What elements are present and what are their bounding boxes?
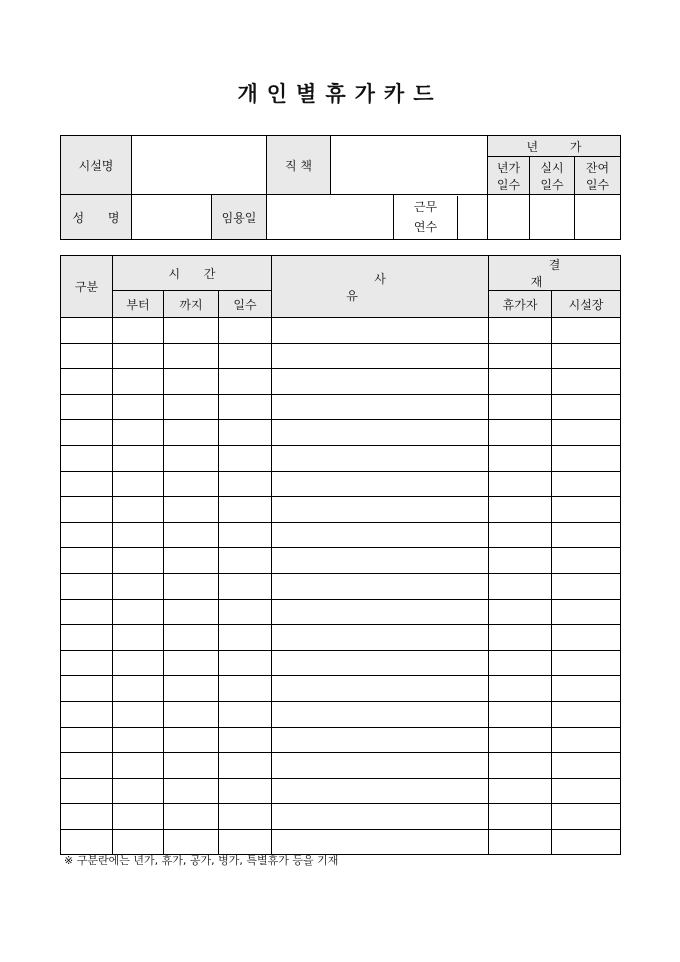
days-cell[interactable] [219,445,272,471]
applicant-signature-cell[interactable] [489,522,552,548]
table-row [61,573,621,599]
from-cell[interactable] [113,650,164,676]
director-signature-cell[interactable] [552,369,621,395]
table-row [61,778,621,804]
leave-days-label-line1: 년가 [496,160,521,175]
applicant-signature-cell[interactable] [489,753,552,779]
type-cell[interactable] [61,522,113,548]
type-cell[interactable] [61,650,113,676]
to-cell[interactable] [164,548,219,574]
reason-cell[interactable] [272,497,489,523]
applicant-signature-cell[interactable] [489,727,552,753]
leave-days-field[interactable] [488,195,530,240]
type-cell[interactable] [61,727,113,753]
facility-name-field[interactable] [132,136,267,195]
table-row [61,369,621,395]
director-signature-cell[interactable] [552,394,621,420]
type-cell[interactable] [61,445,113,471]
page-title: 개인별휴가카드 [237,81,443,106]
position-label: 직 책 [267,136,331,195]
type-cell[interactable] [61,599,113,625]
to-cell[interactable] [164,753,219,779]
reason-cell[interactable] [272,676,489,702]
applicant-signature-cell[interactable] [489,471,552,497]
table-row [61,625,621,651]
reason-cell[interactable] [272,650,489,676]
to-cell[interactable] [164,318,219,344]
to-cell[interactable] [164,471,219,497]
table-row [61,650,621,676]
to-cell[interactable] [164,343,219,369]
days-cell[interactable] [219,471,272,497]
director-signature-cell[interactable] [552,599,621,625]
type-cell[interactable] [61,548,113,574]
to-cell[interactable] [164,369,219,395]
director-signature-cell[interactable] [552,753,621,779]
director-signature-cell[interactable] [552,650,621,676]
table-row [61,420,621,446]
days-cell[interactable] [219,650,272,676]
applicant-signature-cell[interactable] [489,599,552,625]
table-row [61,522,621,548]
leave-record-body [61,318,621,855]
from-cell[interactable] [113,343,164,369]
days-cell[interactable] [219,343,272,369]
director-signature-cell[interactable] [552,497,621,523]
to-cell[interactable] [164,701,219,727]
remaining-days-label [575,157,621,195]
applicant-signature-cell[interactable] [489,701,552,727]
applicant-signature-cell[interactable] [489,343,552,369]
type-cell[interactable] [61,676,113,702]
days-cell[interactable] [219,318,272,344]
days-cell[interactable] [219,753,272,779]
director-signature-cell[interactable] [552,727,621,753]
reason-cell[interactable] [272,599,489,625]
to-cell[interactable] [164,676,219,702]
days-cell[interactable] [219,497,272,523]
type-cell[interactable] [61,778,113,804]
type-cell[interactable] [61,471,113,497]
applicant-signature-cell[interactable] [489,369,552,395]
applicant-signature-cell[interactable] [489,650,552,676]
days-cell[interactable] [219,701,272,727]
reason-cell[interactable] [272,701,489,727]
type-cell[interactable] [61,701,113,727]
reason-cell[interactable] [272,625,489,651]
to-cell[interactable] [164,727,219,753]
service-years-label-line1: 근무 [413,200,438,214]
used-days-label-line2: 일수 [540,177,564,192]
used-days-label-line1: 실시 [540,160,564,175]
type-cell[interactable] [61,804,113,830]
applicant-signature-cell[interactable] [489,676,552,702]
days-cell[interactable] [219,573,272,599]
from-cell[interactable] [113,497,164,523]
director-signature-cell[interactable] [552,676,621,702]
director-signature-cell[interactable] [552,471,621,497]
type-cell[interactable] [61,318,113,344]
days-cell[interactable] [219,727,272,753]
from-cell[interactable] [113,394,164,420]
from-cell[interactable] [113,445,164,471]
type-cell[interactable] [61,420,113,446]
days-cell[interactable] [219,369,272,395]
type-cell[interactable] [61,394,113,420]
applicant-signature-cell[interactable] [489,420,552,446]
table-row [61,804,621,830]
name-label: 성 명 [61,195,132,240]
to-cell[interactable] [164,420,219,446]
days-cell[interactable] [219,778,272,804]
reason-cell[interactable] [272,420,489,446]
director-signature-cell[interactable] [552,445,621,471]
days-cell[interactable] [219,804,272,830]
from-cell[interactable] [113,522,164,548]
to-cell[interactable] [164,650,219,676]
from-cell[interactable] [113,727,164,753]
position-field[interactable] [331,136,488,195]
table-row [61,445,621,471]
to-cell[interactable] [164,778,219,804]
from-cell[interactable] [113,676,164,702]
from-cell[interactable] [113,625,164,651]
applicant-signature-cell[interactable] [489,548,552,574]
director-signature-cell[interactable] [552,804,621,830]
employee-info-table [60,135,621,240]
director-signature-cell[interactable] [552,343,621,369]
table-row [61,318,621,344]
used-days-field[interactable] [530,195,575,240]
from-header: 부터 [113,291,164,318]
type-cell[interactable] [61,753,113,779]
service-years-label-line2: 연수 [413,220,438,234]
days-cell[interactable] [219,676,272,702]
to-cell[interactable] [164,522,219,548]
days-header: 일수 [219,291,272,318]
leave-days-label-line2: 일수 [496,177,521,192]
type-cell[interactable] [61,625,113,651]
remaining-days-label-line1: 잔여 [585,160,610,175]
reason-cell[interactable] [272,318,489,344]
reason-cell[interactable] [272,804,489,830]
type-cell[interactable] [61,497,113,523]
table-row [61,676,621,702]
hire-date-label: 임용일 [212,195,267,240]
type-cell[interactable] [61,369,113,395]
type-cell[interactable] [61,343,113,369]
time-header: 시 간 [113,256,272,291]
applicant-signature-cell[interactable] [489,445,552,471]
from-cell[interactable] [113,471,164,497]
from-cell[interactable] [113,548,164,574]
director-signature-cell[interactable] [552,318,621,344]
table-row [61,599,621,625]
days-cell[interactable] [219,420,272,446]
remaining-days-field[interactable] [575,195,621,240]
from-cell[interactable] [113,369,164,395]
from-cell[interactable] [113,701,164,727]
director-signature-cell[interactable] [552,420,621,446]
director-signature-cell[interactable] [552,548,621,574]
to-header: 까지 [164,291,219,318]
to-cell[interactable] [164,445,219,471]
days-cell[interactable] [219,625,272,651]
reason-cell[interactable] [272,753,489,779]
applicant-signature-cell[interactable] [489,778,552,804]
table-row [61,548,621,574]
applicant-signature-cell[interactable] [489,804,552,830]
from-cell[interactable] [113,753,164,779]
from-cell[interactable] [113,599,164,625]
applicant-header: 휴가자 [489,291,552,318]
service-years-group [394,195,488,240]
table-row [61,471,621,497]
days-cell[interactable] [219,394,272,420]
approval-header: 결 재 [489,256,621,291]
table-row [61,497,621,523]
to-cell[interactable] [164,625,219,651]
reason-cell[interactable] [272,778,489,804]
applicant-signature-cell[interactable] [489,318,552,344]
director-signature-cell[interactable] [552,625,621,651]
used-days-label [530,157,575,195]
table-row [61,343,621,369]
from-cell[interactable] [113,420,164,446]
remaining-days-label-line2: 일수 [585,177,610,192]
to-cell[interactable] [164,497,219,523]
hire-date-field[interactable] [267,195,394,240]
reason-cell[interactable] [272,394,489,420]
facility-name-label: 시설명 [61,136,132,195]
name-field[interactable] [132,195,212,240]
applicant-signature-cell[interactable] [489,497,552,523]
applicant-signature-cell[interactable] [489,829,552,855]
director-signature-cell[interactable] [552,701,621,727]
from-cell[interactable] [113,804,164,830]
reason-cell[interactable] [272,369,489,395]
days-cell[interactable] [219,599,272,625]
to-cell[interactable] [164,804,219,830]
reason-cell[interactable] [272,548,489,574]
table-row [61,394,621,420]
reason-cell[interactable] [272,471,489,497]
applicant-signature-cell[interactable] [489,625,552,651]
applicant-signature-cell[interactable] [489,573,552,599]
reason-header: 사 유 [272,256,489,318]
to-cell[interactable] [164,573,219,599]
director-signature-cell[interactable] [552,573,621,599]
director-signature-cell[interactable] [552,829,621,855]
table-row [61,727,621,753]
to-cell[interactable] [164,599,219,625]
reason-cell[interactable] [272,573,489,599]
type-header: 구분 [61,256,113,318]
table-row [61,701,621,727]
reason-cell[interactable] [272,445,489,471]
table-row [61,753,621,779]
leave-record-table [60,255,621,855]
service-years-label [394,196,458,239]
to-cell[interactable] [164,394,219,420]
reason-cell[interactable] [272,727,489,753]
reason-cell[interactable] [272,522,489,548]
footnote: ※ 구분란에는 년가, 휴가, 공가, 병가, 특별휴가 등을 기재 [64,854,339,867]
type-cell[interactable] [61,573,113,599]
leave-days-label [488,157,530,195]
from-cell[interactable] [113,778,164,804]
director-header: 시설장 [552,291,621,318]
director-signature-cell[interactable] [552,522,621,548]
reason-cell[interactable] [272,343,489,369]
days-cell[interactable] [219,548,272,574]
days-cell[interactable] [219,522,272,548]
from-cell[interactable] [113,318,164,344]
service-years-field[interactable] [458,196,487,239]
from-cell[interactable] [113,573,164,599]
applicant-signature-cell[interactable] [489,394,552,420]
annual-leave-header: 년 가 [488,136,621,157]
director-signature-cell[interactable] [552,778,621,804]
